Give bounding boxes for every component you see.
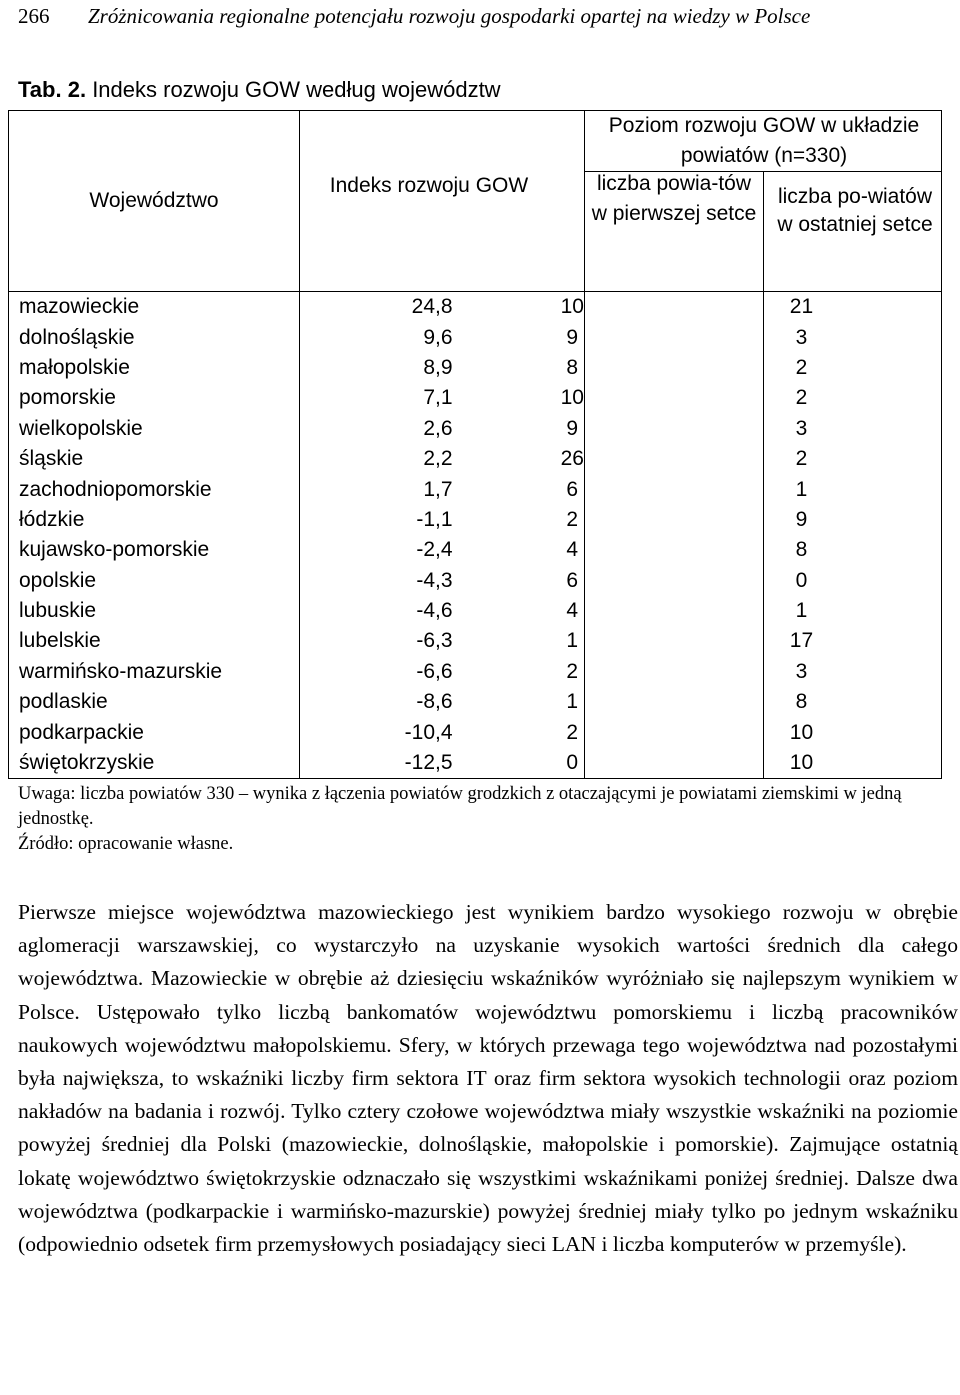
cell-ostatnia-setka: 0: [795, 568, 808, 592]
cell-ostatnia-setka: 9: [795, 507, 808, 531]
cell-indeks: -12,5: [404, 751, 453, 775]
cell-ostatnia-setka: 3: [795, 325, 808, 349]
cell-wojewodztwo: zachodniopomorskie: [19, 477, 212, 501]
header-wojewodztwo: Województwo: [89, 189, 219, 212]
cell-pierwsza-setka: 9: [566, 325, 579, 349]
table-row: [9, 657, 941, 687]
cell-indeks: 7,1: [423, 386, 453, 410]
cell-indeks: 24,8: [411, 295, 453, 319]
table-row: [9, 292, 941, 322]
cell-wojewodztwo: świętokrzyskie: [19, 751, 155, 775]
cell-indeks: -8,6: [416, 690, 453, 714]
header-pierwsza-setka: liczba powia-tów w pierwszej setce: [591, 172, 757, 225]
cell-wojewodztwo: wielkopolskie: [19, 416, 143, 440]
table-row: [9, 626, 941, 656]
cell-indeks: -1,1: [416, 507, 453, 531]
table-label: Tab. 2.: [18, 77, 87, 102]
cell-ostatnia-setka: 10: [789, 751, 814, 775]
cell-indeks: -10,4: [404, 720, 453, 744]
cell-indeks: -6,6: [416, 659, 453, 683]
cell-indeks: 8,9: [423, 355, 453, 379]
running-header: [18, 4, 810, 29]
cell-indeks: 2,6: [423, 416, 453, 440]
table-row: [9, 566, 941, 596]
cell-pierwsza-setka: 8: [566, 355, 579, 379]
cell-wojewodztwo: lubuskie: [19, 599, 97, 623]
cell-indeks: -4,6: [416, 599, 453, 623]
table-row: [9, 717, 941, 747]
note-zrodlo: Źródło: opracowanie własne.: [18, 834, 234, 854]
cell-pierwsza-setka: 10: [560, 386, 584, 410]
cell-wojewodztwo: lubelskie: [19, 629, 101, 653]
cell-ostatnia-setka: 2: [795, 355, 808, 379]
cell-indeks: 1,7: [423, 477, 453, 501]
cell-wojewodztwo: mazowieckie: [19, 295, 140, 319]
cell-ostatnia-setka: 21: [789, 295, 814, 319]
cell-ostatnia-setka: 17: [789, 629, 814, 653]
cell-wojewodztwo: podkarpackie: [19, 720, 144, 744]
cell-pierwsza-setka: 6: [566, 477, 579, 501]
cell-indeks: 2,2: [423, 447, 453, 471]
cell-wojewodztwo: warmińsko-mazurskie: [19, 659, 223, 683]
table-row: [9, 322, 941, 352]
divider: [763, 292, 764, 778]
header-ostatnia-setka: liczba po-wiatów w ostatniej setce: [777, 185, 933, 236]
divider: [584, 111, 585, 293]
divider: [584, 292, 585, 778]
cell-pierwsza-setka: 2: [566, 659, 579, 683]
body-text: [18, 896, 958, 1261]
table-row: [9, 414, 941, 444]
divider: [763, 171, 764, 293]
cell-pierwsza-setka: 1: [566, 690, 579, 714]
table-row: [9, 596, 941, 626]
divider: [299, 111, 300, 293]
cell-indeks: -6,3: [416, 629, 453, 653]
cell-pierwsza-setka: 2: [566, 507, 579, 531]
paragraph: Pierwsze miejsce województwa mazowieckiego jest wynikiem bardzo wysokiego rozwoju w obrębie aglomeracji warszawskiej, co wystarczyło na uzyskanie wysokich wartości średnich dla całego województwa. Mazowieckie w obrębie aż dziesięciu wskaźników wyróżniało się najlepszym wynikiem w Polsce. Ustępowało tylko liczbą bankomatów województwu pomorskiemu i liczbą pracowników naukowych województwu małopolskiemu. Sfery, w których przewaga tego województwa nad pozostałymi była największa, to wskaźniki liczby firm sektora IT oraz firm sektora wysokich technologii oraz poziom nakładów na badania i rozwój. Tylko cztery czołowe województwa miały wszystkie wskaźniki na poziomie powyżej średniej dla Polski (mazowieckie, dolnośląskie, małopolskie i pomorskie). Zajmujące ostatnią lokatę województwo świętokrzyskie odznaczało się wszystkimi wskaźnikami poniżej średniej. Dalsze dwa województwa (podkarpackie i warmińsko-mazurskie) powyżej średniej miały tylko po jednym wskaźniku (odpowiednio odsetek firm przemysłowych posiadający sieci LAN i liczba komputerów w przemyśle).: [18, 900, 958, 1257]
cell-wojewodztwo: małopolskie: [19, 355, 130, 379]
header-poziom: Poziom rozwoju GOW w układzie powiatów (n=330): [608, 114, 920, 167]
running-title: Zróżnicowania regionalne potencjału rozwoju gospodarki opartej na wiedzy w Polsce: [88, 4, 811, 28]
header-indeks: Indeks rozwoju GOW: [329, 174, 529, 197]
cell-indeks: -2,4: [416, 538, 453, 562]
cell-ostatnia-setka: 1: [795, 599, 808, 623]
cell-ostatnia-setka: 8: [795, 538, 808, 562]
table-caption: [18, 77, 501, 103]
cell-ostatnia-setka: 3: [795, 416, 808, 440]
table-row: [9, 444, 941, 474]
cell-pierwsza-setka: 2: [566, 720, 579, 744]
cell-pierwsza-setka: 1: [566, 629, 579, 653]
cell-ostatnia-setka: 8: [795, 690, 808, 714]
cell-wojewodztwo: kujawsko-pomorskie: [19, 538, 210, 562]
table-row: [9, 535, 941, 565]
cell-pierwsza-setka: 0: [566, 751, 579, 775]
cell-wojewodztwo: podlaskie: [19, 690, 108, 714]
table-title: Indeks rozwoju GOW według województw: [92, 77, 501, 102]
cell-indeks: 9,6: [423, 325, 453, 349]
cell-ostatnia-setka: 2: [795, 447, 808, 471]
cell-ostatnia-setka: 10: [789, 720, 814, 744]
cell-pierwsza-setka: 26: [560, 447, 584, 471]
cell-wojewodztwo: dolnośląskie: [19, 325, 135, 349]
table-row: [9, 383, 941, 413]
table-row: [9, 748, 941, 778]
cell-wojewodztwo: łódzkie: [19, 507, 85, 531]
cell-pierwsza-setka: 10: [560, 295, 584, 319]
cell-pierwsza-setka: 9: [566, 416, 579, 440]
table-header: [8, 110, 942, 292]
cell-indeks: -4,3: [416, 568, 453, 592]
divider: [299, 292, 300, 778]
cell-ostatnia-setka: 1: [795, 477, 808, 501]
page-number: 266: [18, 4, 50, 28]
cell-ostatnia-setka: 3: [795, 659, 808, 683]
cell-wojewodztwo: śląskie: [19, 447, 84, 471]
cell-pierwsza-setka: 6: [566, 568, 579, 592]
table-notes: [18, 782, 958, 857]
table-row: [9, 474, 941, 504]
table-row: [9, 505, 941, 535]
cell-wojewodztwo: pomorskie: [19, 386, 116, 410]
table-row: [9, 687, 941, 717]
cell-pierwsza-setka: 4: [566, 538, 579, 562]
cell-wojewodztwo: opolskie: [19, 568, 97, 592]
table-body: [8, 292, 942, 779]
cell-ostatnia-setka: 2: [795, 386, 808, 410]
table-row: [9, 353, 941, 383]
note-uwaga: Uwaga: liczba powiatów 330 – wynika z łączenia powiatów grodzkich z otaczającymi je powiatami ziemskimi w jedną jednostkę.: [18, 784, 902, 829]
cell-pierwsza-setka: 4: [566, 599, 579, 623]
